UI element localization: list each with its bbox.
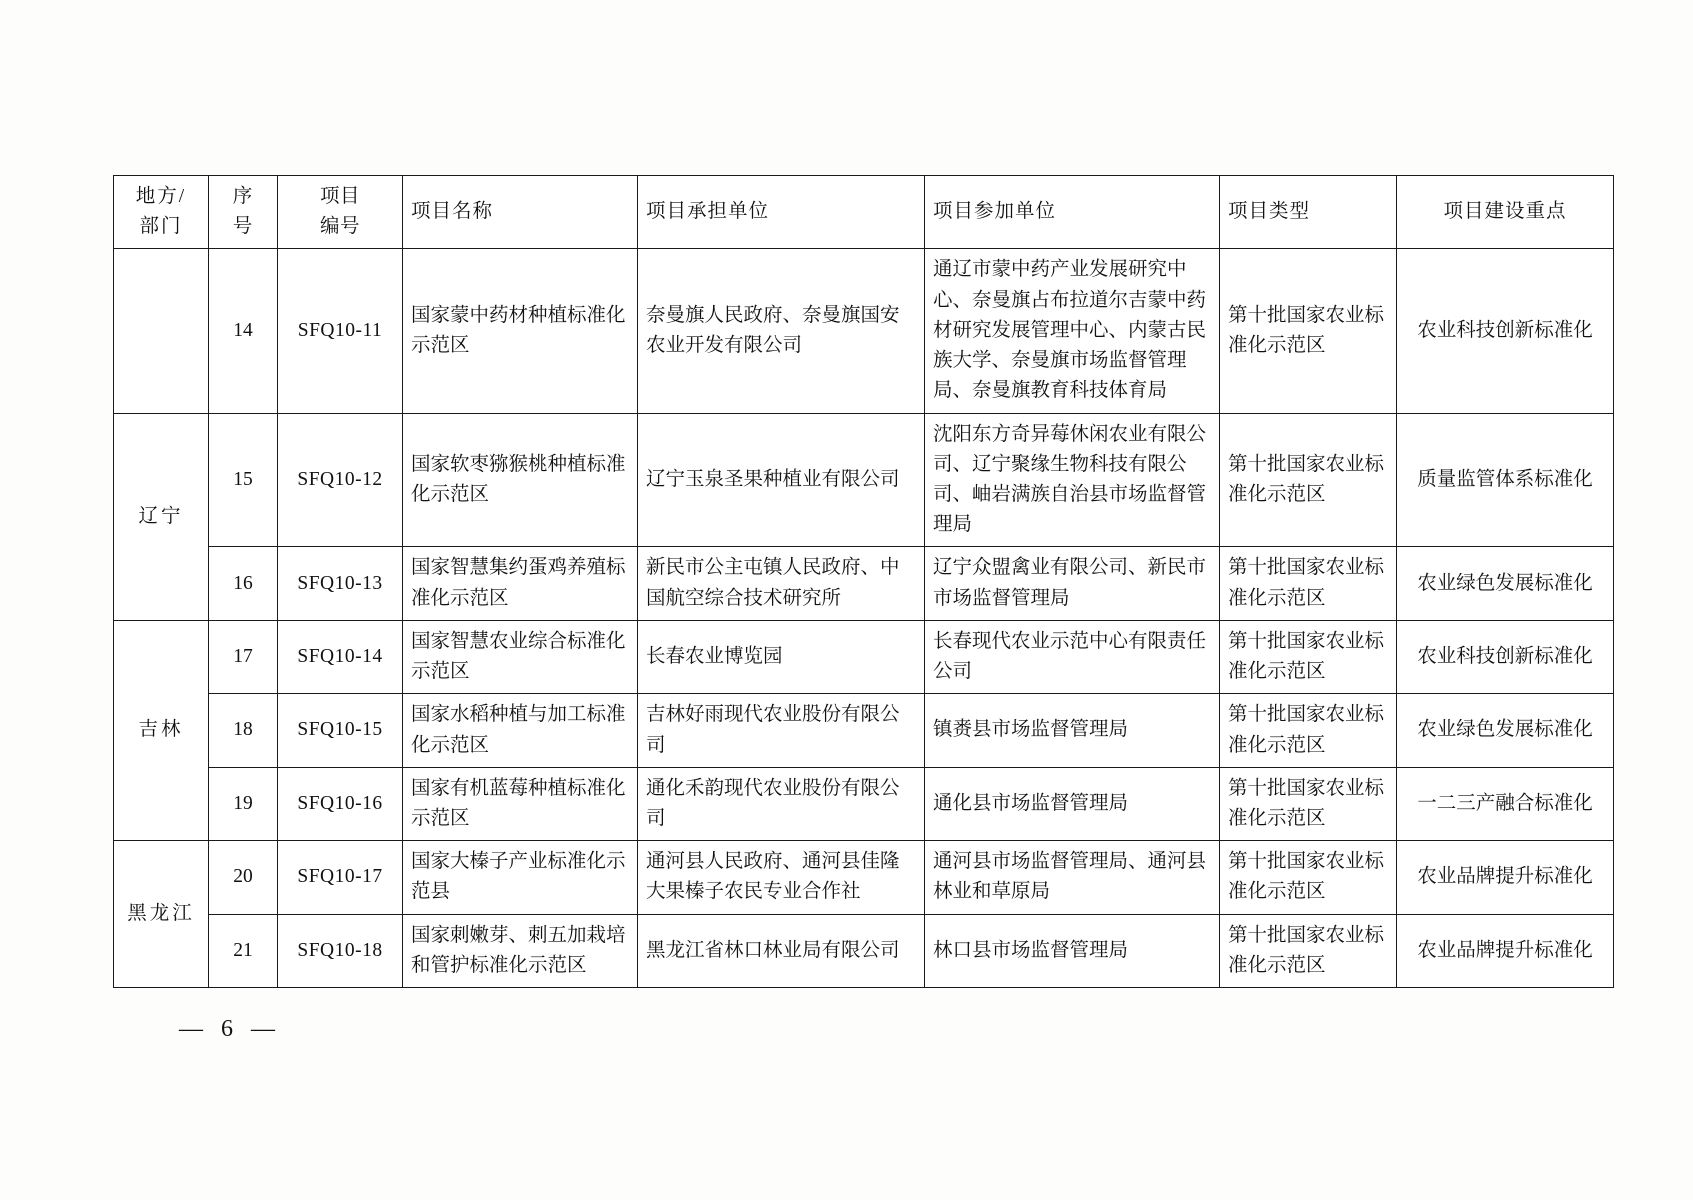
region-label: 黑龙江 (127, 903, 195, 925)
partner-cell: 通辽市蒙中药产业发展研究中心、奈曼旗占布拉道尔吉蒙中药材研究发展管理中心、内蒙古民族大学、奈曼旗市场监督管理局、奈曼旗教育科技体育局 (925, 249, 1220, 413)
type-cell: 第十批国家农业标准化示范区 (1220, 547, 1397, 620)
name-cell: 国家智慧集约蛋鸡养殖标准化示范区 (403, 547, 638, 620)
unit-cell: 新民市公主屯镇人民政府、中国航空综合技术研究所 (638, 547, 925, 620)
table-row (114, 413, 1614, 547)
unit-cell: 吉林好雨现代农业股份有限公司 (638, 694, 925, 767)
unit-cell: 黑龙江省林口林业局有限公司 (638, 914, 925, 987)
table-row (114, 249, 1614, 413)
focus-cell: 农业绿色发展标准化 (1397, 547, 1614, 620)
seq-cell: 18 (209, 694, 278, 767)
table-row (114, 841, 1614, 914)
focus-cell: 农业绿色发展标准化 (1397, 694, 1614, 767)
seq-cell: 14 (209, 249, 278, 413)
focus-cell: 质量监管体系标准化 (1397, 413, 1614, 547)
code-cell: SFQ10-13 (278, 547, 403, 620)
region-cell (114, 249, 209, 413)
partner-cell: 通化县市场监督管理局 (925, 767, 1220, 840)
unit-cell: 辽宁玉泉圣果种植业有限公司 (638, 413, 925, 547)
code-cell: SFQ10-14 (278, 620, 403, 693)
type-cell: 第十批国家农业标准化示范区 (1220, 413, 1397, 547)
partner-cell: 通河县市场监督管理局、通河县林业和草原局 (925, 841, 1220, 914)
seq-cell: 19 (209, 767, 278, 840)
type-cell: 第十批国家农业标准化示范区 (1220, 767, 1397, 840)
type-cell: 第十批国家农业标准化示范区 (1220, 249, 1397, 413)
focus-cell: 一二三产融合标准化 (1397, 767, 1614, 840)
header-code-line1: 项目 (319, 186, 360, 207)
focus-cell: 农业品牌提升标准化 (1397, 841, 1614, 914)
region-cell-liaoning: 辽宁 (114, 413, 209, 620)
seq-cell: 16 (209, 547, 278, 620)
name-cell: 国家大榛子产业标准化示范县 (403, 841, 638, 914)
table-body (114, 249, 1614, 988)
seq-cell: 17 (209, 620, 278, 693)
name-cell: 国家智慧农业综合标准化示范区 (403, 620, 638, 693)
partner-cell: 长春现代农业示范中心有限责任公司 (925, 620, 1220, 693)
page-number: — 6 — (179, 1016, 281, 1042)
header-type: 项目类型 (1220, 176, 1397, 249)
unit-cell: 通化禾韵现代农业股份有限公司 (638, 767, 925, 840)
name-cell: 国家蒙中药材种植标准化示范区 (403, 249, 638, 413)
table-row (114, 620, 1614, 693)
region-cell-heilongjiang (114, 841, 209, 988)
project-table (113, 175, 1614, 988)
header-unit: 项目承担单位 (638, 176, 925, 249)
code-cell: SFQ10-15 (278, 694, 403, 767)
header-seq-line2: 号 (232, 216, 254, 238)
type-cell: 第十批国家农业标准化示范区 (1220, 914, 1397, 987)
code-cell: SFQ10-12 (278, 413, 403, 547)
header-region (114, 176, 209, 249)
code-cell: SFQ10-18 (278, 914, 403, 987)
focus-cell: 农业科技创新标准化 (1397, 249, 1614, 413)
header-name: 项目名称 (403, 176, 638, 249)
code-cell: SFQ10-16 (278, 767, 403, 840)
table-row (114, 694, 1614, 767)
name-cell: 国家软枣猕猴桃种植标准化示范区 (403, 413, 638, 547)
name-cell: 国家水稻种植与加工标准化示范区 (403, 694, 638, 767)
project-table-container (113, 175, 1593, 988)
header-partner: 项目参加单位 (925, 176, 1220, 249)
unit-cell: 通河县人民政府、通河县佳隆大果榛子农民专业合作社 (638, 841, 925, 914)
focus-cell: 农业科技创新标准化 (1397, 620, 1614, 693)
header-seq-line1: 序 (232, 186, 254, 207)
table-row (114, 547, 1614, 620)
focus-cell: 农业品牌提升标准化 (1397, 914, 1614, 987)
region-cell-jilin: 吉林 (114, 620, 209, 840)
header-code-line2: 编号 (319, 216, 360, 238)
unit-cell: 长春农业博览园 (638, 620, 925, 693)
type-cell: 第十批国家农业标准化示范区 (1220, 841, 1397, 914)
code-cell: SFQ10-11 (278, 249, 403, 413)
unit-cell: 奈曼旗人民政府、奈曼旗国安农业开发有限公司 (638, 249, 925, 413)
partner-cell: 沈阳东方奇异莓休闲农业有限公司、辽宁聚缘生物科技有限公司、岫岩满族自治县市场监督管理局 (925, 413, 1220, 547)
partner-cell: 辽宁众盟禽业有限公司、新民市市场监督管理局 (925, 547, 1220, 620)
table-header (114, 176, 1614, 249)
header-row (114, 176, 1614, 249)
type-cell: 第十批国家农业标准化示范区 (1220, 620, 1397, 693)
partner-cell: 镇赉县市场监督管理局 (925, 694, 1220, 767)
header-focus: 项目建设重点 (1397, 176, 1614, 249)
header-seq (209, 176, 278, 249)
code-cell: SFQ10-17 (278, 841, 403, 914)
seq-cell: 21 (209, 914, 278, 987)
partner-cell: 林口县市场监督管理局 (925, 914, 1220, 987)
name-cell: 国家刺嫩芽、刺五加栽培和管护标准化示范区 (403, 914, 638, 987)
header-region-line1: 地方/ (135, 186, 187, 207)
seq-cell: 15 (209, 413, 278, 547)
table-row (114, 914, 1614, 987)
header-region-line2: 部门 (139, 216, 183, 238)
type-cell: 第十批国家农业标准化示范区 (1220, 694, 1397, 767)
seq-cell: 20 (209, 841, 278, 914)
table-row (114, 767, 1614, 840)
header-code (278, 176, 403, 249)
name-cell: 国家有机蓝莓种植标准化示范区 (403, 767, 638, 840)
